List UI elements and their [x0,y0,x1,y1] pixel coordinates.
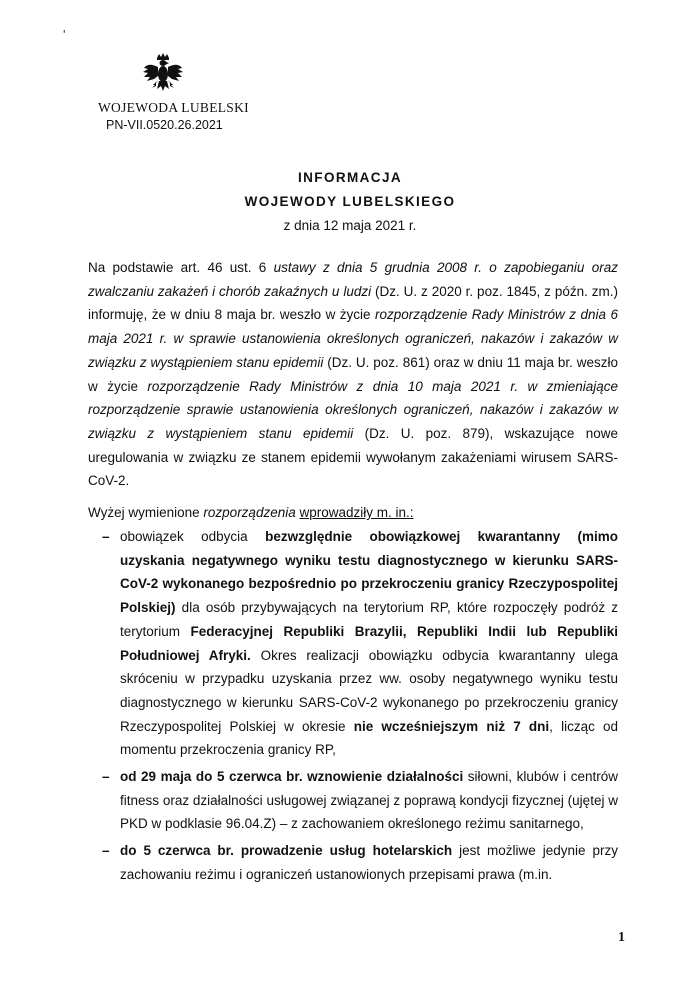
b1-text-3: Okres realizacji obowiązku odbycia kwarantanny ulega skróceniu w przypadku uzyskania przez ww. osoby negatywnego wyniku testu diagnostycznego w kierunku SARS-CoV-2 wykonanego po przekroczeniu granicy Rzeczypospolitej Polskiej w okresie [120,647,619,734]
b2-text-1: siłowni, klubów i centrów fitness oraz działalności usługowej związanej z poprawą kondycji fizycznej (ujętej w PKD w podklasie 96.04.Z) – z zachowaniem określonego reżimu sanitarnego, [120,769,618,832]
measures-list [88,525,618,890]
b2-bold-1: od 29 maja do 5 czerwca br. wznowienie działalności [120,769,464,785]
para1-italic-act: ustawy z dnia 5 grudnia 2008 r. o zapobieganiu oraz zwalczaniu zakażeń i chorób zakaźnych u ludzi [88,260,618,299]
document-date: z dnia 12 maja 2021 r. [283,218,417,233]
para1-italic-regulation-2: rozporządzenie Rady Ministrów z dnia 10 maja 2021 r. w zmieniające rozporządzenie sprawie ustanowienia określonych ograniczeń, nakazów i zakazów w związku z wystąpieniem stanu epidemii [88,378,618,441]
b1-bold-1: bezwzględnie obowiązkowej kwarantanny (mimo uzyskania negatywnego wyniku testu diagnostycznego w kierunku SARS-CoV-2 wykonanego bezpośrednio po przekroczeniu granicy Rzeczypospolitej Polskiej) [120,529,618,616]
b3-text-1: jest możliwe jedynie przy zachowaniu reżimu i ograniczeń ustanowionych przepisami prawa (m.in. [120,843,619,882]
list-dash: – [102,529,110,544]
b1-text-4: , licząc od momentu przekroczenia granicy RP, [120,718,618,758]
para1-text-1: Na podstawie art. 46 ust. 6 [88,260,274,275]
b1-text-2: dla osób przybywających na terytorium RP, które rozpoczęły podróż z terytorium [120,600,618,639]
issuing-authority: WOJEWODA LUBELSKI [98,100,249,115]
title-line-1: INFORMACJA [298,170,402,185]
polish-eagle-emblem-icon [142,52,184,96]
page-number: 1 [618,930,625,945]
intro-underlined: wprowadziły m. in.: [299,505,414,520]
legal-basis-paragraph [88,256,618,493]
b1-bold-3: nie wcześniejszym niż 7 dni [353,718,550,734]
document-title [0,166,700,238]
reference-number: PN-VII.0520.26.2021 [106,118,223,132]
list-dash: – [102,843,110,859]
para1-text-4: (Dz. U. poz. 879), wskazujące nowe uregulowania w związku ze stanem epidemii wywołanym zakażeniami wirusem SARS-CoV-2. [88,425,619,489]
list-item [88,765,618,836]
intro-sentence [88,501,618,525]
para1-text-2: (Dz. U. z 2020 r. poz. 1845, z późn. zm.) informuję, że w dniu 8 maja br. weszło w życie [88,283,618,323]
intro-italic: rozporządzenia [203,505,296,520]
b1-text-1: obowiązek odbycia [120,529,266,544]
letterhead [98,52,249,116]
para1-text-3: (Dz. U. poz. 861) oraz w dniu 11 maja br. weszło w życie [88,354,618,394]
intro-text-1: Wyżej wymienione [88,505,204,520]
b1-bold-2: Federacyjnej Republiki Brazylii, Republiki Indii lub Republiki Południowej Afryki. [120,623,618,663]
para1-italic-regulation-1: rozporządzenie Rady Ministrów z dnia 6 maja 2021 r. w sprawie ustanowienia określonych ograniczeń, nakazów i zakazów w związku z wystąpieniem stanu epidemii [88,307,618,370]
list-dash: – [102,769,110,785]
stray-mark: ' [63,27,66,42]
title-line-2: WOJEWODY LUBELSKIEGO [244,194,456,209]
list-item [88,839,618,886]
b3-bold-1: do 5 czerwca br. prowadzenie usług hotelarskich [120,843,453,859]
list-item [88,525,618,762]
